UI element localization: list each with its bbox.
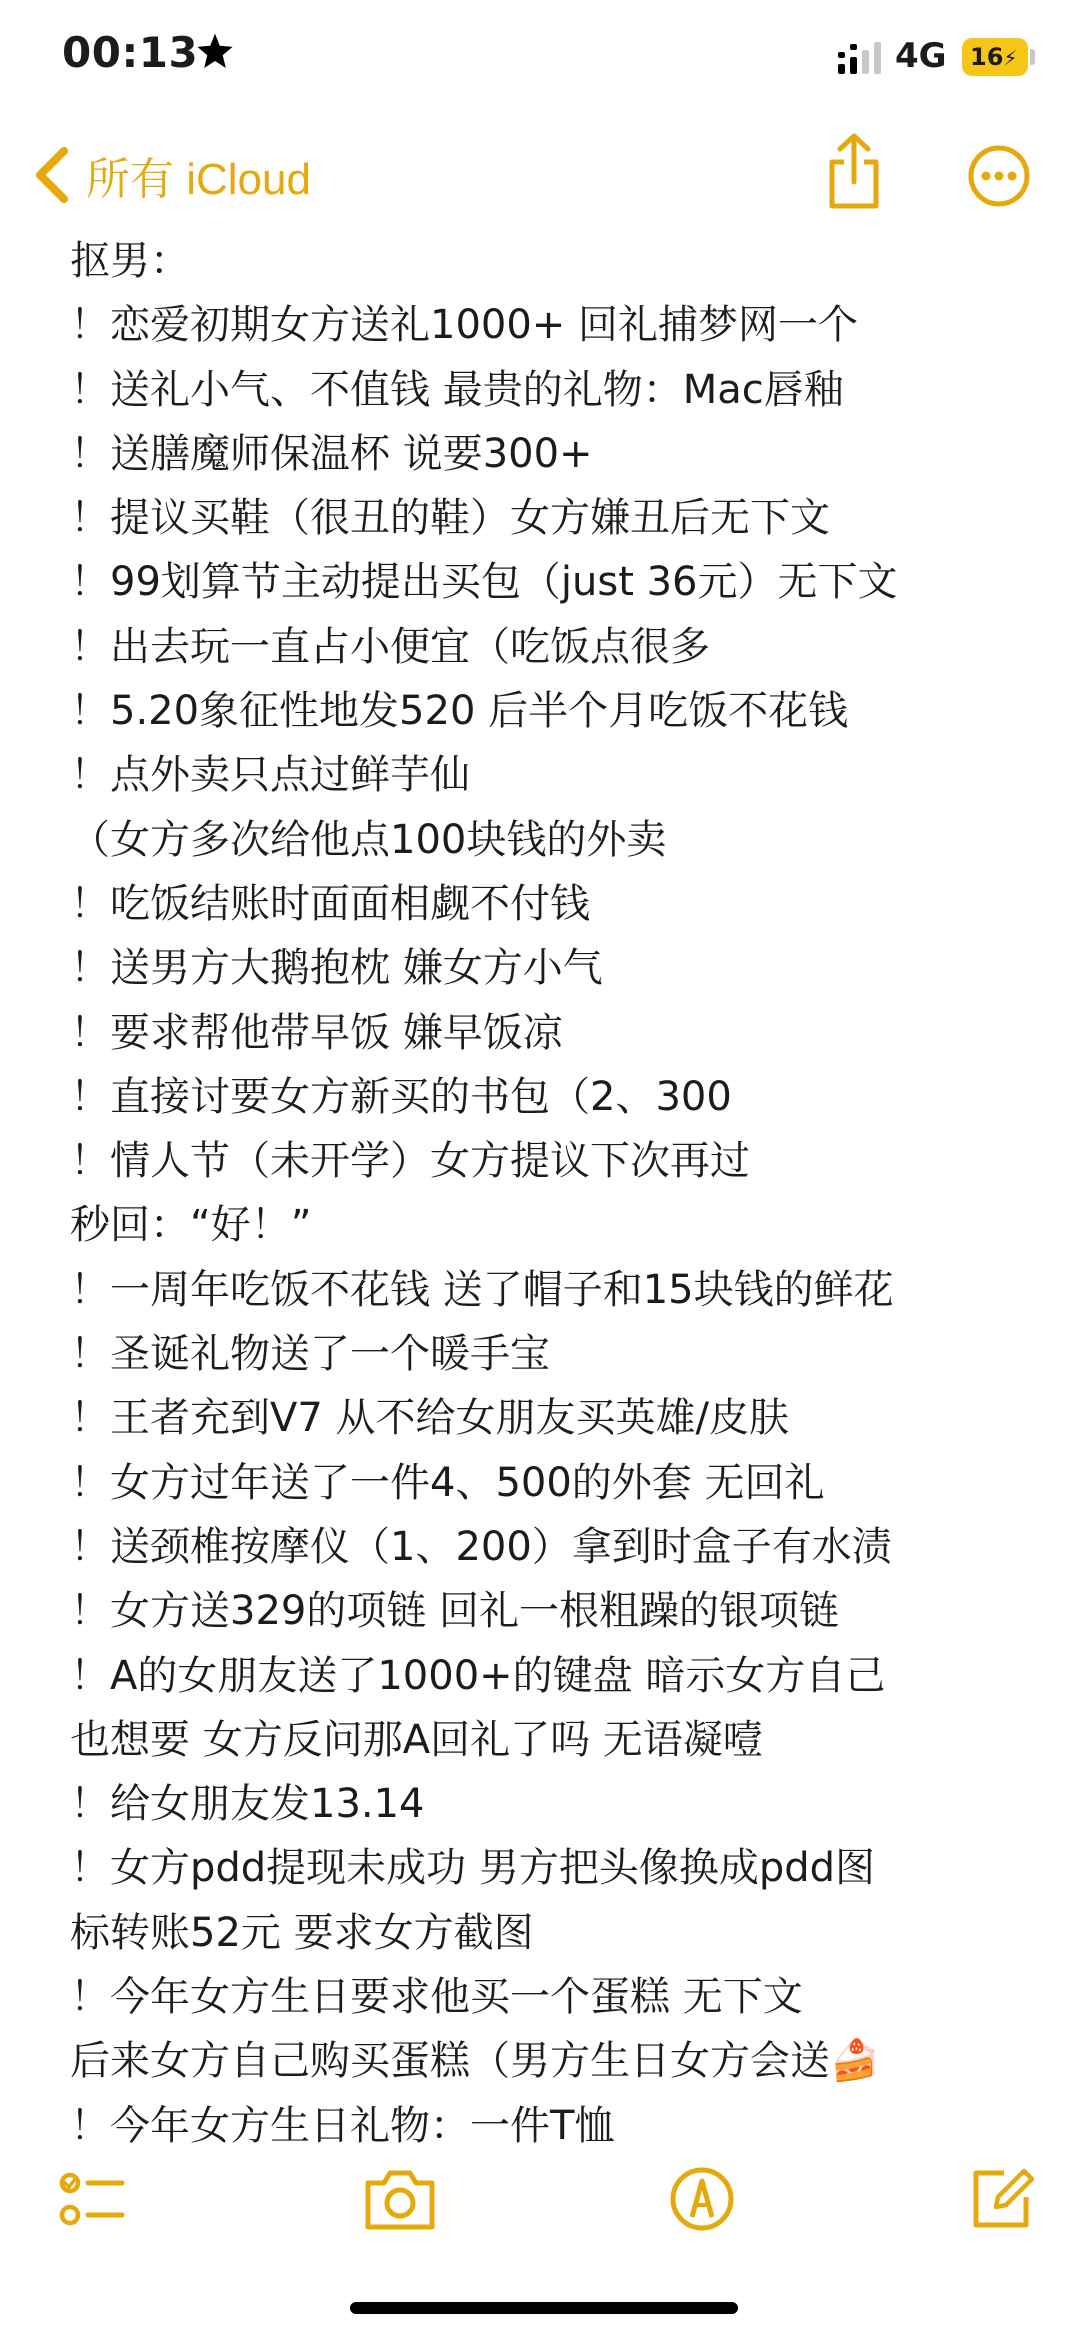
note-line: （女方多次给他点100块钱的外卖 xyxy=(70,816,667,863)
status-time: 00:13 xyxy=(62,28,199,77)
focus-star-icon xyxy=(193,30,237,74)
network-type: 4G xyxy=(895,36,947,76)
note-line: 标转账52元 要求女方截图 xyxy=(70,1909,534,1956)
note-line: ！出去玩一直占小便宜（吃饭点很多 xyxy=(70,623,710,670)
note-line: ！送男方大鹅抱枕 嫌女方小气 xyxy=(70,945,603,992)
back-button[interactable] xyxy=(30,140,311,210)
battery-tip xyxy=(1030,49,1035,65)
note-line: 后来女方自己购买蛋糕（男方生日女方会送🍰 xyxy=(70,2038,880,2085)
ellipsis-circle-icon[interactable] xyxy=(968,145,1030,207)
note-line: ！提议买鞋（很丑的鞋）女方嫌丑后无下文 xyxy=(70,495,830,542)
camera-icon[interactable] xyxy=(362,2165,438,2233)
home-indicator xyxy=(350,2302,738,2314)
note-line: ！送礼小气、不值钱 最贵的礼物：Mac唇釉 xyxy=(70,366,844,413)
pen-circle-icon[interactable] xyxy=(668,2165,736,2233)
note-line: ！5.20象征性地发520 后半个月吃饭不花钱 xyxy=(70,688,849,735)
bottom-toolbar xyxy=(0,2155,1080,2245)
note-line: ！给女朋友发13.14 xyxy=(70,1781,425,1828)
note-line: ！99划算节主动提出买包（just 36元）无下文 xyxy=(70,559,898,606)
note-line: ！直接讨要女方新买的书包（2、300 xyxy=(70,1073,732,1120)
note-line: ！女方过年送了一件4、500的外套 无回礼 xyxy=(70,1459,825,1506)
checklist-icon[interactable] xyxy=(58,2165,126,2233)
back-label: 所有 iCloud xyxy=(86,155,311,204)
note-line: ！圣诞礼物送了一个暖手宝 xyxy=(70,1331,550,1378)
note-line: ！王者充到V7 从不给女朋友买英雄/皮肤 xyxy=(70,1395,790,1442)
note-line: ！送颈椎按摩仪（1、200）拿到时盒子有水渍 xyxy=(70,1523,892,1570)
note-line: 抠男： xyxy=(70,238,190,284)
note-line: ！要求帮他带早饭 嫌早饭凉 xyxy=(70,1009,563,1056)
compose-icon[interactable] xyxy=(968,2165,1036,2233)
note-line: ！恋爱初期女方送礼1000+ 回礼捕梦网一个 xyxy=(70,302,859,349)
cellular-signal-icon xyxy=(838,42,882,74)
status-bar xyxy=(0,0,1080,120)
note-line: ！A的女朋友送了1000+的键盘 暗示女方自己 xyxy=(70,1652,886,1699)
note-line: ！送膳魔师保温杯 说要300+ xyxy=(70,430,593,477)
note-line: ！今年女方生日要求他买一个蛋糕 无下文 xyxy=(70,1974,803,2021)
note-line: ！女方送329的项链 回礼一根粗躁的银项链 xyxy=(70,1588,840,1635)
note-line: 也想要 女方反问那A回礼了吗 无语凝噎 xyxy=(70,1716,763,1763)
battery-level: 16 xyxy=(970,43,1004,71)
nav-bar xyxy=(0,120,1080,230)
note-line: ！今年女方生日礼物：一件T恤 xyxy=(70,2102,615,2149)
share-icon[interactable] xyxy=(822,132,886,212)
note-line: 秒回：“好！” xyxy=(70,1202,312,1249)
note-line: ！点外卖只点过鲜芋仙 xyxy=(70,752,470,799)
note-line: ！女方pdd提现未成功 男方把头像换成pdd图 xyxy=(70,1845,876,1892)
battery-indicator: 16⚡ xyxy=(962,38,1028,76)
note-body[interactable] xyxy=(70,229,1050,2158)
chevron-left-icon xyxy=(30,145,74,205)
note-line: ！一周年吃饭不花钱 送了帽子和15块钱的鲜花 xyxy=(70,1266,894,1313)
note-line: ！吃饭结账时面面相觑不付钱 xyxy=(70,880,590,927)
note-line: ！情人节（未开学）女方提议下次再过 xyxy=(70,1138,750,1185)
